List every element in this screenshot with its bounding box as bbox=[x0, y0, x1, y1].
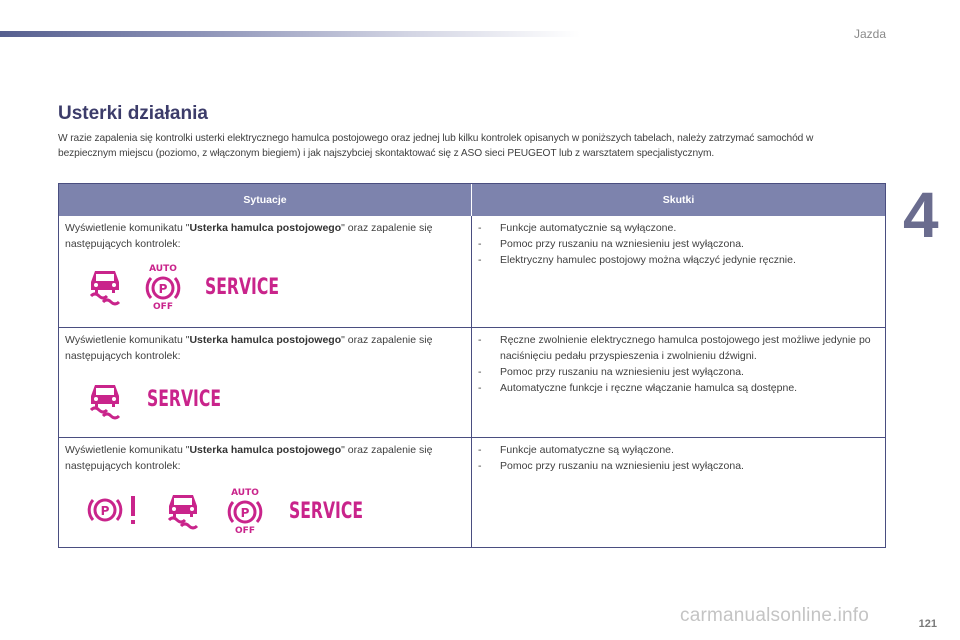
table-row bbox=[59, 216, 885, 327]
list-item: - Funkcje automatyczne są wyłączone. bbox=[478, 442, 879, 458]
list-item: - Ręczne zwolnienie elektrycznego hamulca postojowego jest możliwe jedynie po naciśnięciu pedału przyspieszenia i zwolnieniu dźwigni. bbox=[478, 332, 879, 364]
auto-park-brake-off-icon bbox=[143, 262, 183, 310]
service-label: SERVICE bbox=[205, 275, 279, 300]
situation-cell bbox=[59, 216, 472, 327]
auto-label: AUTO bbox=[231, 488, 259, 498]
chapter-number: 4 bbox=[903, 179, 939, 251]
effects-cell bbox=[472, 328, 885, 437]
stability-control-icon bbox=[85, 380, 125, 420]
effects-list bbox=[478, 332, 879, 396]
section-name: Jazda bbox=[853, 27, 886, 41]
stability-control-icon bbox=[163, 490, 203, 530]
list-item: - Elektryczny hamulec postojowy można włączyć jedynie ręcznie. bbox=[478, 252, 879, 268]
warning-lights bbox=[59, 328, 471, 437]
effects-list bbox=[478, 442, 879, 474]
table-row bbox=[59, 327, 885, 437]
situation-cell bbox=[59, 328, 472, 437]
auto-label: AUTO bbox=[149, 264, 177, 274]
situation-cell bbox=[59, 438, 472, 547]
list-item: - Pomoc przy ruszaniu na wzniesieniu jest wyłączona. bbox=[478, 458, 879, 474]
p-letter: P bbox=[100, 504, 110, 518]
list-item: - Funkcje automatycznie są wyłączone. bbox=[478, 220, 879, 236]
header-effects: Skutki bbox=[662, 194, 695, 206]
service-icon bbox=[203, 270, 283, 300]
service-label: SERVICE bbox=[147, 387, 221, 412]
park-brake-fault-icon bbox=[85, 490, 141, 530]
page-number: 121 bbox=[918, 618, 937, 630]
effects-list bbox=[478, 220, 879, 268]
service-icon bbox=[145, 382, 225, 412]
watermark: carmanualsonline.info bbox=[680, 605, 870, 626]
malfunction-table bbox=[58, 183, 886, 548]
situation-text: Wyświetlenie komunikatu "Usterka hamulca postojowego" oraz zapalenie się następujących kontrolek: bbox=[65, 334, 433, 362]
list-item: - Pomoc przy ruszaniu na wzniesieniu jest wyłączona. bbox=[478, 364, 879, 380]
effects-cell bbox=[472, 216, 885, 327]
situation-text: Wyświetlenie komunikatu "Usterka hamulca postojowego" oraz zapalenie się następujących kontrolek: bbox=[65, 444, 433, 472]
situation-text: Wyświetlenie komunikatu "Usterka hamulca postojowego" oraz zapalenie się następujących kontrolek: bbox=[65, 222, 433, 250]
off-label: OFF bbox=[235, 526, 255, 536]
top-accent-bar bbox=[0, 31, 580, 37]
p-letter: P bbox=[158, 282, 168, 296]
off-label: OFF bbox=[153, 302, 173, 312]
service-icon bbox=[287, 494, 367, 524]
effects-cell bbox=[472, 438, 885, 547]
intro-paragraph: W razie zapalenia się kontrolki usterki elektrycznego hamulca postojowego oraz jednej lub kilku kontrolek opisanych w poniższych tabelach, należy zatrzymać samochód w bezpiecznym miejscu (poziomo, z włączonym biegiem) i jak najszybciej skontaktować się z ASO sieci PEUGEOT lub z warsztatem specjalistycznym. bbox=[58, 133, 814, 159]
table-row bbox=[59, 437, 885, 547]
service-label: SERVICE bbox=[289, 499, 363, 524]
list-item: - Automatyczne funkcje i ręczne włączanie hamulca są dostępne. bbox=[478, 380, 879, 396]
table-header bbox=[59, 184, 885, 216]
page-title: Usterki działania bbox=[58, 103, 208, 124]
p-letter: P bbox=[240, 506, 250, 520]
auto-park-brake-off-icon bbox=[225, 486, 265, 534]
warning-lights bbox=[59, 216, 471, 327]
list-item: - Pomoc przy ruszaniu na wzniesieniu jest wyłączona. bbox=[478, 236, 879, 252]
stability-control-icon bbox=[85, 266, 125, 306]
header-situations: Sytuacje bbox=[59, 184, 472, 216]
warning-lights bbox=[59, 438, 471, 547]
